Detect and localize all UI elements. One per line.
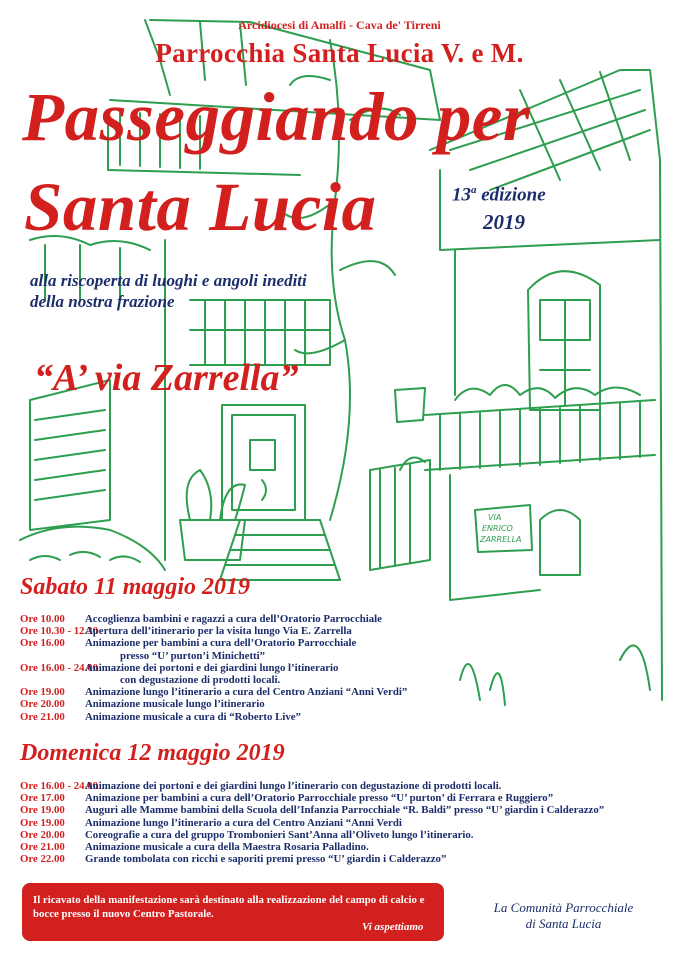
- event-description: Grande tombolata con ricchi e saporiti premi presso “U’ giardin i Calderazzo”: [85, 853, 447, 866]
- community-signature: [456, 900, 671, 932]
- event-time: Ore 16.00: [20, 637, 65, 650]
- edition-year: 2019: [483, 210, 525, 234]
- event-description: Auguri alle Mamme bambini della Scuola dell’Infanzia Parrocchiale “R. Baldi” presso “U’ giardin i Calderazzo”: [85, 804, 605, 817]
- event-time: Ore 21.00: [20, 841, 65, 853]
- schedule-row: [20, 792, 554, 805]
- subtitle-line1: alla riscoperta di luoghi e angoli inediti: [30, 271, 307, 290]
- event-time: Ore 20.00: [20, 828, 65, 841]
- event-description: Animazione musicale a cura di “Roberto Live”: [85, 710, 301, 723]
- schedule-row: [20, 804, 605, 817]
- event-time: Ore 22.00: [20, 853, 65, 866]
- schedule-row: [20, 625, 352, 638]
- event-title-line2: Santa Lucia: [24, 169, 377, 245]
- schedule-row: [20, 698, 265, 711]
- event-time: Ore 16.00 - 24.00: [20, 780, 99, 792]
- schedule-row: [20, 613, 382, 625]
- event-description: Apertura dell’itinerario per la visita lungo Via E. Zarrella: [85, 625, 352, 638]
- event-description: Animazione per bambini a cura dell’Oratorio Parrocchiale presso “U’ purton’ di Ferrara e Ruggiero”: [85, 792, 554, 805]
- schedule-row: [20, 841, 369, 853]
- subtitle-line2: della nostra frazione: [30, 292, 175, 311]
- event-time: Ore 10.00: [20, 613, 65, 625]
- community-line1: La Comunità Parrocchiale: [493, 900, 634, 915]
- schedule-row: [20, 637, 357, 650]
- event-time: Ore 21.00: [20, 710, 65, 723]
- footer-closing: Vi aspettiamo: [362, 921, 424, 933]
- event-description: Animazione dei portoni e dei giardini lungo l’itinerario con degustazione di prodotti locali.: [85, 780, 502, 792]
- schedule-row: [20, 828, 474, 841]
- street-name: “A’ via Zarrella”: [34, 357, 299, 399]
- sign-text-1: VIA: [488, 513, 502, 522]
- event-description-continued: con degustazione di prodotti locali.: [120, 674, 281, 686]
- edition-number: 13: [452, 184, 471, 206]
- event-description-continued: presso “U’ purton’i Minichetti”: [120, 649, 266, 662]
- event-time: Ore 19.00: [20, 804, 65, 817]
- event-description: Animazione dei portoni e dei giardini lungo l’itinerario: [85, 661, 339, 674]
- event-description: Animazione lungo l’itinerario a cura del Centro Anziani “Anni Verdi: [85, 816, 402, 829]
- event-description: Animazione lungo l’itinerario a cura del Centro Anziani “Anni Verdi”: [85, 686, 408, 699]
- schedule-row: [20, 816, 402, 829]
- schedule-row: [20, 661, 339, 674]
- parish-name: Parrocchia Santa Lucia V. e M.: [155, 38, 524, 68]
- edition-suffix: a: [471, 184, 477, 196]
- event-title-line1: Passeggiando per: [22, 79, 531, 155]
- event-time: Ore 19.00: [20, 816, 65, 829]
- sign-text-3: ZARRELLA: [480, 535, 522, 544]
- community-line2: di Santa Lucia: [525, 916, 602, 931]
- footer-note: Il ricavato della manifestazione sarà destinato alla realizzazione del campo di calcio e bocce presso il nuovo Centro Pastorale.: [33, 894, 425, 920]
- event-description: Accoglienza bambini e ragazzi a cura dell’Oratorio Parrocchiale: [85, 613, 382, 625]
- schedule-row: [20, 780, 502, 792]
- sign-text-2: ENRICO: [482, 524, 513, 533]
- event-description: Animazione musicale a cura della Maestra Rosaria Palladino.: [85, 841, 369, 853]
- event-time: Ore 17.00: [20, 792, 65, 805]
- schedule-row: [20, 686, 408, 699]
- event-description: Animazione per bambini a cura dell’Oratorio Parrocchiale: [85, 637, 357, 650]
- event-time: Ore 16.00 - 24.00: [20, 661, 99, 674]
- subtitle: [30, 270, 430, 312]
- edition-word: edizione: [481, 184, 546, 206]
- event-time: Ore 19.00: [20, 686, 65, 699]
- edition-label: [452, 184, 546, 206]
- day1-heading: Sabato 11 maggio 2019: [20, 574, 251, 600]
- schedule-row: [20, 710, 301, 723]
- event-time: Ore 10.30 - 12.30: [20, 625, 99, 638]
- schedule-row: [20, 853, 447, 866]
- event-description: Animazione musicale lungo l’itinerario: [85, 698, 265, 711]
- event-time: Ore 20.00: [20, 698, 65, 711]
- diocese-header: Arcidiocesi di Amalfi - Cava de' Tirreni: [238, 18, 441, 32]
- event-description: Coreografie a cura del gruppo Trombonieri Sant’Anna all’Oliveto lungo l’itinerario.: [85, 828, 474, 841]
- day2-heading: Domenica 12 maggio 2019: [20, 740, 285, 766]
